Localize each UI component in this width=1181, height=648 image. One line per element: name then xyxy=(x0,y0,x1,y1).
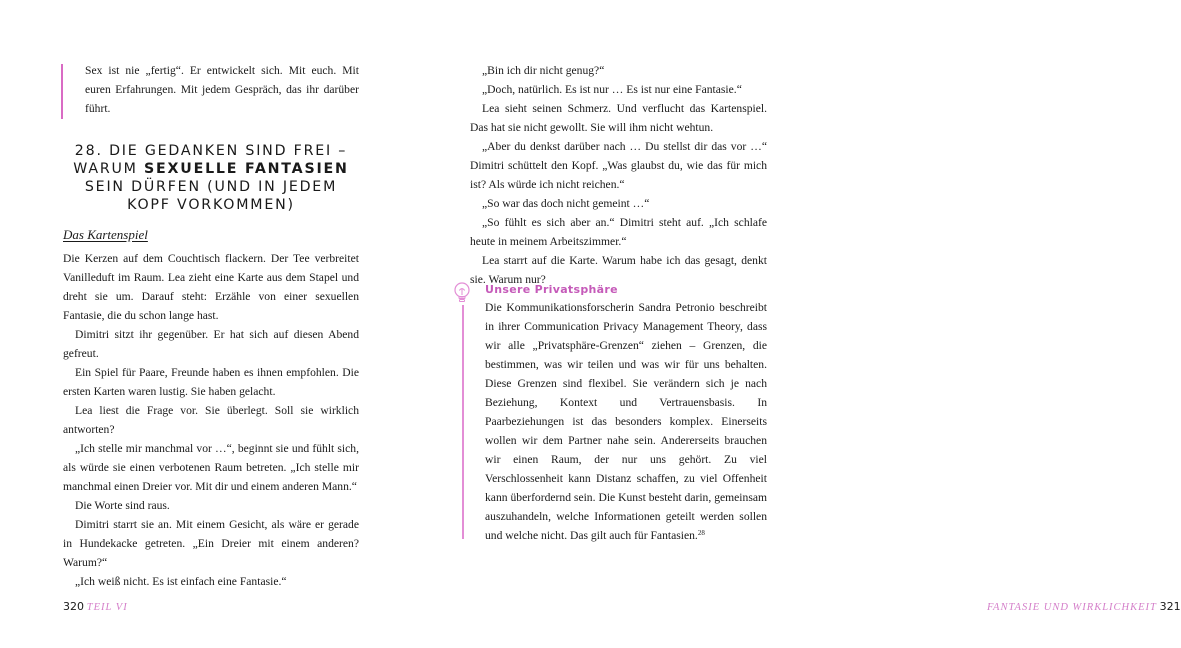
info-box-body: Die Kommunikationsforscherin Sandra Petronio beschreibt in ihrer Communication Privacy Management Theory, dass wir alle „Privatsphäre-Grenzen“ ziehen – Grenzen, die bestimmen, was wir teilen und was wir für uns behalten. Diese Grenzen sind flexibel. Sie verändern sich je nach Beziehung, Kontext und Vertrauensbasis. In Paarbeziehungen ist das besonders komplex. Einerseits wollen wir dem Partner nahe sein. Andererseits brauchen wir einen Raum, der nur uns gehört. Zu viel Verschlossenheit kann Distanz schaffen, zu viel Offenheit kann überfordernd sein. Die Kunst besteht darin, gemeinsam auszuhandeln, welche Informationen geteilt werden sollen und welche nicht. Das gilt auch für Fantasien. xyxy=(485,301,767,542)
left-page xyxy=(0,0,406,648)
lightbulb-icon xyxy=(453,282,471,304)
paragraph: „Aber du denkst darüber nach … Du stellst dir das vor …“ Dimitri schüttelt den Kopf. „Was glaubst du, wie das für mich ist? Als würde ich nicht reichen.“ xyxy=(470,140,767,191)
paragraph: Ein Spiel für Paare, Freunde haben es ihnen empfohlen. Die ersten Karten waren lustig. Sie haben gelacht. xyxy=(63,366,359,398)
heading-line-4: KOPF VORKOMMEN) xyxy=(127,197,295,213)
paragraph: Dimitri starrt sie an. Mit einem Gesicht, als wäre er gerade in Hundekacke getreten. „Ein Dreier mit einem anderen? Warum?“ xyxy=(63,518,359,569)
section-label: FANTASIE UND WIRKLICHKEIT xyxy=(987,602,1157,613)
right-page xyxy=(406,0,1181,648)
heading-line-2-bold: SEXUELLE FANTASIEN xyxy=(144,161,349,177)
info-box-title: Unsere Privatsphäre xyxy=(485,283,618,296)
paragraph: „Bin ich dir nicht genug?“ xyxy=(482,64,605,77)
heading-line-2-pre: WARUM xyxy=(73,161,145,177)
page-number: 321 xyxy=(1159,600,1181,613)
paragraph: Dimitri sitzt ihr gegenüber. Er hat sich auf diesen Abend gefreut. xyxy=(63,328,359,360)
callout-text: Sex ist nie „fertig“. Er entwickelt sich. Mit euch. Mit euren Erfahrungen. Mit jedem Gespräch, das ihr darüber führt. xyxy=(85,64,359,115)
left-footer xyxy=(63,600,128,615)
paragraph: Lea liest die Frage vor. Sie überlegt. Soll sie wirklich antworten? xyxy=(63,404,359,436)
chapter-heading xyxy=(63,142,359,214)
paragraph: Lea sieht seinen Schmerz. Und verflucht das Kartenspiel. Das hat sie nicht gewollt. Sie will ihm nicht wehtun. xyxy=(470,102,767,134)
section-subtitle: Das Kartenspiel xyxy=(63,227,148,242)
left-body-text xyxy=(63,249,359,591)
right-footer xyxy=(987,600,1181,615)
callout-quote xyxy=(63,61,359,118)
heading-line-3: SEIN DÜRFEN (UND IN JEDEM xyxy=(84,179,338,195)
page-number: 320 xyxy=(63,600,84,613)
info-box-accent-bar xyxy=(462,305,464,539)
info-box-text xyxy=(485,298,767,545)
section-label: TEIL VI xyxy=(86,602,128,613)
paragraph: „Ich stelle mir manchmal vor …“, beginnt sie und fühlt sich, als würde sie einen verbotenen Raum betreten. „Ich stelle mir manchmal einen Dreier vor. Mit dir und einem anderen Mann.“ xyxy=(63,442,359,493)
heading-line-2 xyxy=(63,160,359,178)
heading-line-1: 28. DIE GEDANKEN SIND FREI – xyxy=(74,143,348,159)
paragraph: „Ich weiß nicht. Es ist einfach eine Fantasie.“ xyxy=(75,575,287,588)
paragraph: Lea starrt auf die Karte. Warum habe ich das gesagt, denkt sie. Warum nur? xyxy=(470,254,767,286)
footnote-marker: 28 xyxy=(697,529,705,537)
paragraph: Die Kerzen auf dem Couchtisch flackern. Der Tee verbreitet Vanilleduft im Raum. Lea zieht eine Karte aus dem Stapel und dreht sie um. Darauf steht: Erzähle von einer sexuellen Fantasie, die du schon lange hast. xyxy=(63,252,359,322)
paragraph: „So war das doch nicht gemeint …“ xyxy=(482,197,650,210)
paragraph: Die Worte sind raus. xyxy=(75,499,170,512)
callout-accent-bar xyxy=(61,64,63,119)
right-body-text xyxy=(470,61,767,289)
paragraph: „Doch, natürlich. Es ist nur … Es ist nur eine Fantasie.“ xyxy=(482,83,742,96)
paragraph: „So fühlt es sich aber an.“ Dimitri steht auf. „Ich schlafe heute in meinem Arbeitszimmer.“ xyxy=(470,216,767,248)
